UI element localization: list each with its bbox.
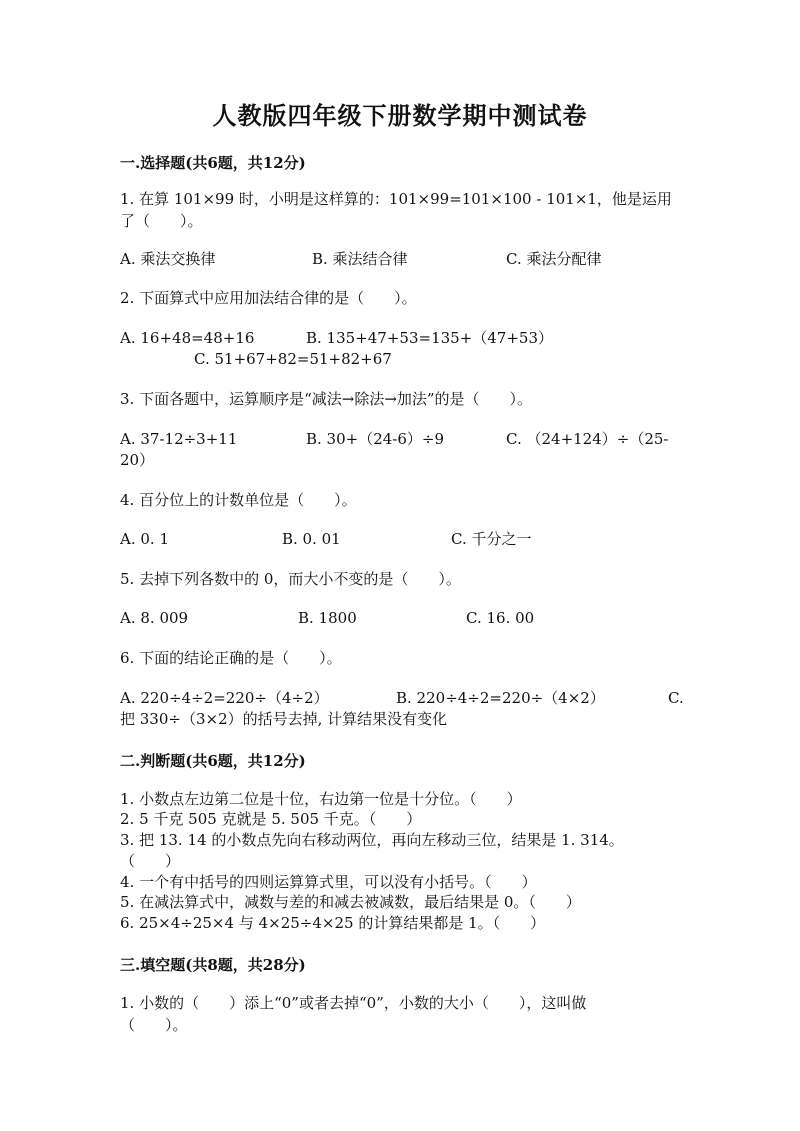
question-1-line2: 了（ ）。 [120, 212, 203, 230]
q1-option-b: B. 乘法结合律 [312, 250, 408, 268]
q3-option-c: C. （24+124）÷（25- [506, 430, 669, 448]
q2-option-b: B. 135+47+53=135+（47+53） [306, 329, 554, 347]
q1-option-a: A. 乘法交换律 [120, 250, 216, 268]
fill-question-1-line1: 1. 小数的（ ）添上“0”或者去掉“0”，小数的大小（ ），这叫做 [120, 994, 587, 1012]
q3-option-a: A. 37-12÷3+11 [120, 430, 238, 448]
question-1 [120, 188, 690, 232]
question-1-line1: 1. 在算 101×99 时，小明是这样算的：101×99=101×100 - 101×1，他是运用 [120, 190, 672, 208]
q4-option-a: A. 0. 1 [120, 530, 169, 548]
q3-option-c-cont: 20） [120, 451, 155, 469]
q4-option-b: B. 0. 01 [282, 530, 341, 548]
judgement-line-5: 5. 在减法算式中，减数与差的和减去被减数，最后结果是 0。（ ） [120, 893, 581, 911]
judgement-line-2: 2. 5 千克 505 克就是 5. 505 千克。（ ） [120, 810, 422, 828]
question-6: 6. 下面的结论正确的是（ ）。 [120, 649, 342, 667]
q6-option-c-text: 把 330÷（3×2）的括号去掉, 计算结果没有变化 [120, 710, 448, 728]
judgement-line-3-cont: （ ） [120, 852, 181, 870]
q5-option-c: C. 16. 00 [466, 609, 535, 627]
q4-option-c: C. 千分之一 [451, 530, 532, 548]
section-heading-choice: 一.选择题(共6题，共12分) [120, 154, 306, 172]
q3-option-b: B. 30+（24-6）÷9 [306, 430, 445, 448]
q6-option-c: C. [668, 689, 684, 707]
page-title: 人教版四年级下册数学期中测试卷 [212, 101, 588, 130]
q2-option-c: C. 51+67+82=51+82+67 [194, 350, 392, 368]
section-heading-fill: 三.填空题(共8题，共28分) [120, 956, 306, 974]
question-5: 5. 去掉下列各数中的 0，而大小不变的是（ ）。 [120, 570, 461, 588]
judgement-line-3: 3. 把 13. 14 的小数点先向右移动两位，再向左移动三位，结果是 1. 314。 [120, 831, 624, 849]
question-4: 4. 百分位上的计数单位是（ ）。 [120, 491, 357, 509]
q5-option-b: B. 1800 [298, 609, 357, 627]
q6-option-b: B. 220÷4÷2=220÷（4×2） [396, 689, 605, 707]
question-3: 3. 下面各题中，运算顺序是“减法→除法→加法”的是（ ）。 [120, 390, 533, 408]
judgement-line-1: 1. 小数点左边第二位是十位，右边第一位是十分位。（ ） [120, 790, 522, 808]
judgement-line-4: 4. 一个有中括号的四则运算算式里，可以没有小括号。（ ） [120, 873, 537, 891]
fill-question-1-line2: （ ）。 [120, 1016, 188, 1034]
section-heading-judgement: 二.判断题(共6题，共12分) [120, 752, 306, 770]
judgement-line-6: 6. 25×4÷25×4 与 4×25÷4×25 的计算结果都是 1。（ ） [120, 914, 546, 932]
fill-question-1 [120, 992, 690, 1036]
q1-option-c: C. 乘法分配律 [506, 250, 602, 268]
q5-option-a: A. 8. 009 [120, 609, 189, 627]
q6-option-a: A. 220÷4÷2=220÷（4÷2） [120, 689, 329, 707]
question-2: 2. 下面算式中应用加法结合律的是（ ）。 [120, 289, 417, 307]
q2-option-a: A. 16+48=48+16 [120, 329, 255, 347]
